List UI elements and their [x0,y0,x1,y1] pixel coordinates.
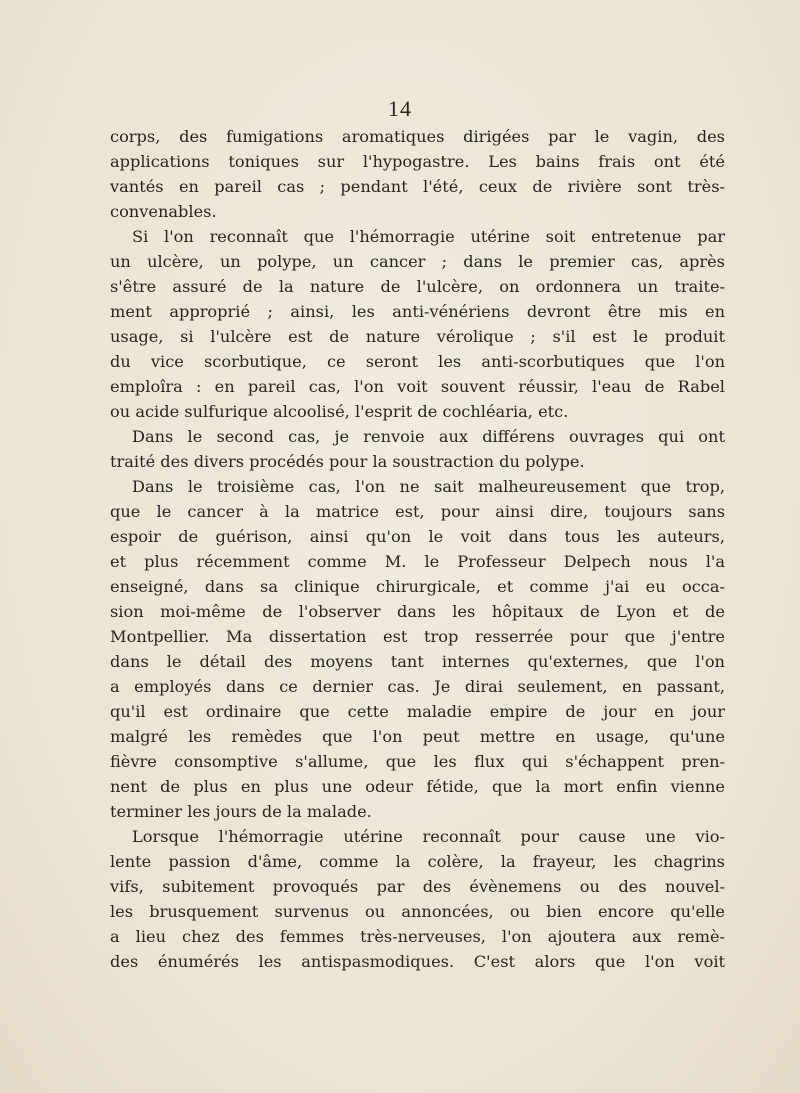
text-line: convenables. [110,202,217,221]
text-line: a employés dans ce dernier cas. Je dirai seulement, en passant, [110,677,725,696]
text-line: des énumérés les antispasmodiques. C'est alors que l'on voit [110,952,725,971]
text-line: malgré les remèdes que l'on peut mettre en usage, qu'une [110,727,725,746]
text-line: lente passion d'âme, comme la colère, la frayeur, les chagrins [110,852,725,871]
text-line: Si l'on reconnaît que l'hémorragie utérine soit entretenue par [132,227,725,246]
text-line: dans le détail des moyens tant internes qu'externes, que l'on [110,652,725,671]
page-number: 14 [388,96,412,121]
text-line: usage, si l'ulcère est de nature vérolique ; s'il est le produit [110,327,725,346]
text-line: qu'il est ordinaire que cette maladie empire de jour en jour [110,702,725,721]
text-line: a lieu chez des femmes très-nerveuses, l'on ajoutera aux remè- [110,927,725,946]
text-line: espoir de guérison, ainsi qu'on le voit dans tous les auteurs, [110,527,725,546]
text-line: les brusquement survenus ou annoncées, ou bien encore qu'elle [110,902,725,921]
body-text [110,124,725,974]
text-line: fièvre consomptive s'allume, que les flux qui s'échappent pren- [110,752,725,771]
text-line: sion moi-même de l'observer dans les hôpitaux de Lyon et de [110,602,725,621]
text-line: enseigné, dans sa clinique chirurgicale, et comme j'ai eu occa- [110,577,725,596]
text-line: emploîra : en pareil cas, l'on voit souvent réussir, l'eau de Rabel [110,377,725,396]
text-line: Dans le second cas, je renvoie aux différens ouvrages qui ont [132,427,725,446]
text-line: Dans le troisième cas, l'on ne sait malheureusement que trop, [132,477,725,496]
text-line: et plus récemment comme M. le Professeur Delpech nous l'a [110,552,725,571]
text-line: Montpellier. Ma dissertation est trop resserrée pour que j'entre [110,627,725,646]
text-line: nent de plus en plus une odeur fétide, que la mort enfin vienne [110,777,725,796]
text-line: un ulcère, un polype, un cancer ; dans le premier cas, après [110,252,725,271]
text-line: ment approprié ; ainsi, les anti-vénériens devront être mis en [110,302,725,321]
text-line: vantés en pareil cas ; pendant l'été, ceux de rivière sont très- [110,177,725,196]
text-line: que le cancer à la matrice est, pour ainsi dire, toujours sans [110,502,725,521]
text-line: applications toniques sur l'hypogastre. Les bains frais ont été [110,152,725,171]
text-line: ou acide sulfurique alcoolisé, l'esprit de cochléaria, etc. [110,402,569,421]
text-line: corps, des fumigations aromatiques dirigées par le vagin, des [110,127,725,146]
text-line: traité des divers procédés pour la soustraction du polype. [110,452,585,471]
text-line: vifs, subitement provoqués par des évènemens ou des nouvel- [110,877,725,896]
text-line: du vice scorbutique, ce seront les anti-scorbutiques que l'on [110,352,725,371]
text-line: Lorsque l'hémorragie utérine reconnaît pour cause une vio- [132,827,725,846]
text-line: s'être assuré de la nature de l'ulcère, on ordonnera un traite- [110,277,725,296]
text-line: terminer les jours de la malade. [110,802,372,821]
